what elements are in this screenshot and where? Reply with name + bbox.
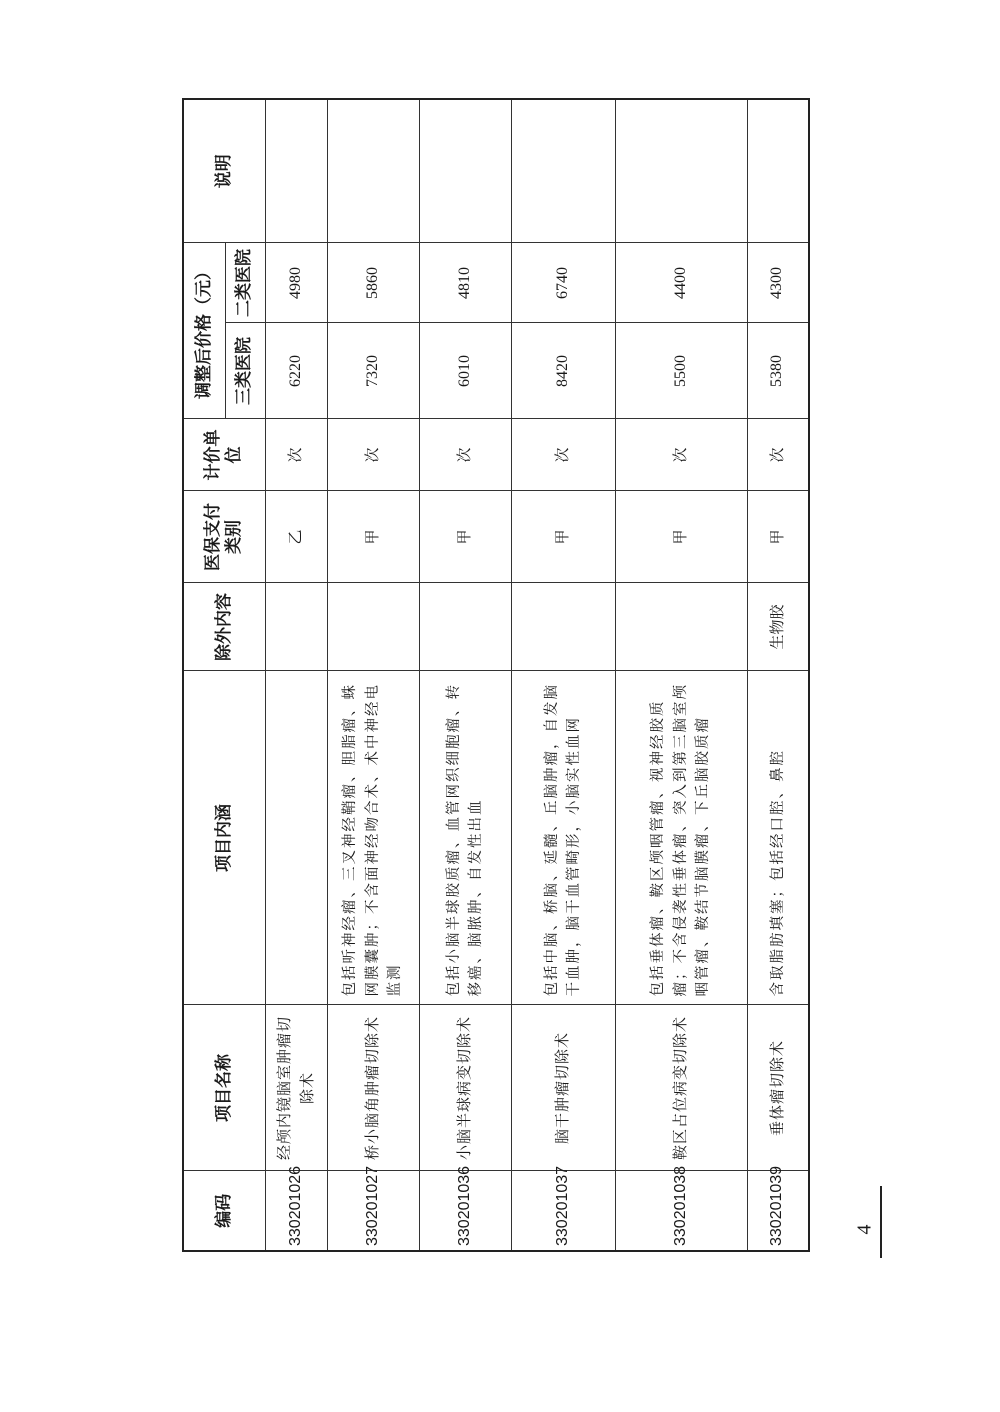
table-row	[747, 99, 809, 1251]
table-row	[615, 99, 747, 1251]
cell-price3: 8420	[511, 323, 615, 419]
cell-price2: 6740	[511, 243, 615, 323]
cell-excluded	[327, 583, 419, 671]
cell-content: 包括中脑、桥脑、延髓、丘脑肿瘤，自发脑干血肿，脑干血管畸形，小脑实性血网	[511, 671, 615, 1005]
cell-name: 经颅内镜脑室肿瘤切除术	[265, 1005, 327, 1171]
table-row	[419, 99, 511, 1251]
cell-content: 包括小脑半球胶质瘤、血管网织细胞瘤、转移癌、脑脓肿、自发性出血	[419, 671, 511, 1005]
cell-price3: 6220	[265, 323, 327, 419]
table-row	[511, 99, 615, 1251]
cell-name: 垂体瘤切除术	[747, 1005, 809, 1171]
cell-insurance: 甲	[419, 491, 511, 583]
cell-code: 330201026	[265, 1171, 327, 1251]
cell-insurance: 甲	[511, 491, 615, 583]
cell-price3: 5380	[747, 323, 809, 419]
cell-unit: 次	[615, 419, 747, 491]
cell-code: 330201027	[327, 1171, 419, 1251]
cell-unit: 次	[511, 419, 615, 491]
cell-name: 小脑半球病变切除术	[419, 1005, 511, 1171]
table-row	[327, 99, 419, 1251]
header-excluded: 除外内容	[183, 583, 265, 671]
cell-price3: 7320	[327, 323, 419, 419]
cell-unit: 次	[419, 419, 511, 491]
cell-note	[615, 99, 747, 243]
cell-excluded	[511, 583, 615, 671]
cell-excluded	[419, 583, 511, 671]
rotated-table-container	[182, 100, 808, 1252]
cell-insurance: 甲	[747, 491, 809, 583]
cell-unit: 次	[265, 419, 327, 491]
header-price-group: 调整后价格（元）	[183, 243, 225, 419]
cell-code: 330201036	[419, 1171, 511, 1251]
cell-name: 脑干肿瘤切除术	[511, 1005, 615, 1171]
cell-content: 包括听神经瘤、三叉神经鞘瘤、胆脂瘤、蛛网膜囊肿；不含面神经吻合术、术中神经电监测	[327, 671, 419, 1005]
cell-price2: 4810	[419, 243, 511, 323]
header-class3: 三类医院	[225, 323, 265, 419]
header-unit: 计价单位	[183, 419, 265, 491]
cell-price2: 4980	[265, 243, 327, 323]
cell-content: 包括垂体瘤、鞍区颅咽管瘤、视神经胶质瘤；不含侵袭性垂体瘤、突入到第三脑室颅咽管瘤、鞍结节脑膜瘤、下丘脑胶质瘤	[615, 671, 747, 1005]
header-content: 项目内涵	[183, 671, 265, 1005]
header-note: 说明	[183, 99, 265, 243]
cell-code: 330201039	[747, 1171, 809, 1251]
header-code: 编码	[183, 1171, 265, 1251]
cell-code: 330201037	[511, 1171, 615, 1251]
cell-excluded	[615, 583, 747, 671]
cell-note	[327, 99, 419, 243]
price-table	[182, 98, 810, 1252]
cell-price2: 5860	[327, 243, 419, 323]
cell-price3: 5500	[615, 323, 747, 419]
cell-excluded: 生物胶	[747, 583, 809, 671]
cell-content: 含取脂肪填塞；包括经口腔、鼻腔	[747, 671, 809, 1005]
cell-price2: 4400	[615, 243, 747, 323]
cell-excluded	[265, 583, 327, 671]
cell-code: 330201038	[615, 1171, 747, 1251]
cell-name: 桥小脑角肿瘤切除术	[327, 1005, 419, 1171]
cell-note	[265, 99, 327, 243]
cell-insurance: 甲	[327, 491, 419, 583]
header-insurance: 医保支付类别	[183, 491, 265, 583]
cell-insurance: 乙	[265, 491, 327, 583]
cell-content	[265, 671, 327, 1005]
page-number: 4	[853, 1224, 876, 1235]
cell-unit: 次	[747, 419, 809, 491]
cell-name: 鞍区占位病变切除术	[615, 1005, 747, 1171]
header-class2: 二类医院	[225, 243, 265, 323]
cell-price2: 4300	[747, 243, 809, 323]
cell-unit: 次	[327, 419, 419, 491]
header-name: 项目名称	[183, 1005, 265, 1171]
cell-note	[511, 99, 615, 243]
cell-note	[419, 99, 511, 243]
cell-price3: 6010	[419, 323, 511, 419]
table-row	[265, 99, 327, 1251]
cell-insurance: 甲	[615, 491, 747, 583]
page-number-dash	[880, 1186, 882, 1258]
cell-note	[747, 99, 809, 243]
